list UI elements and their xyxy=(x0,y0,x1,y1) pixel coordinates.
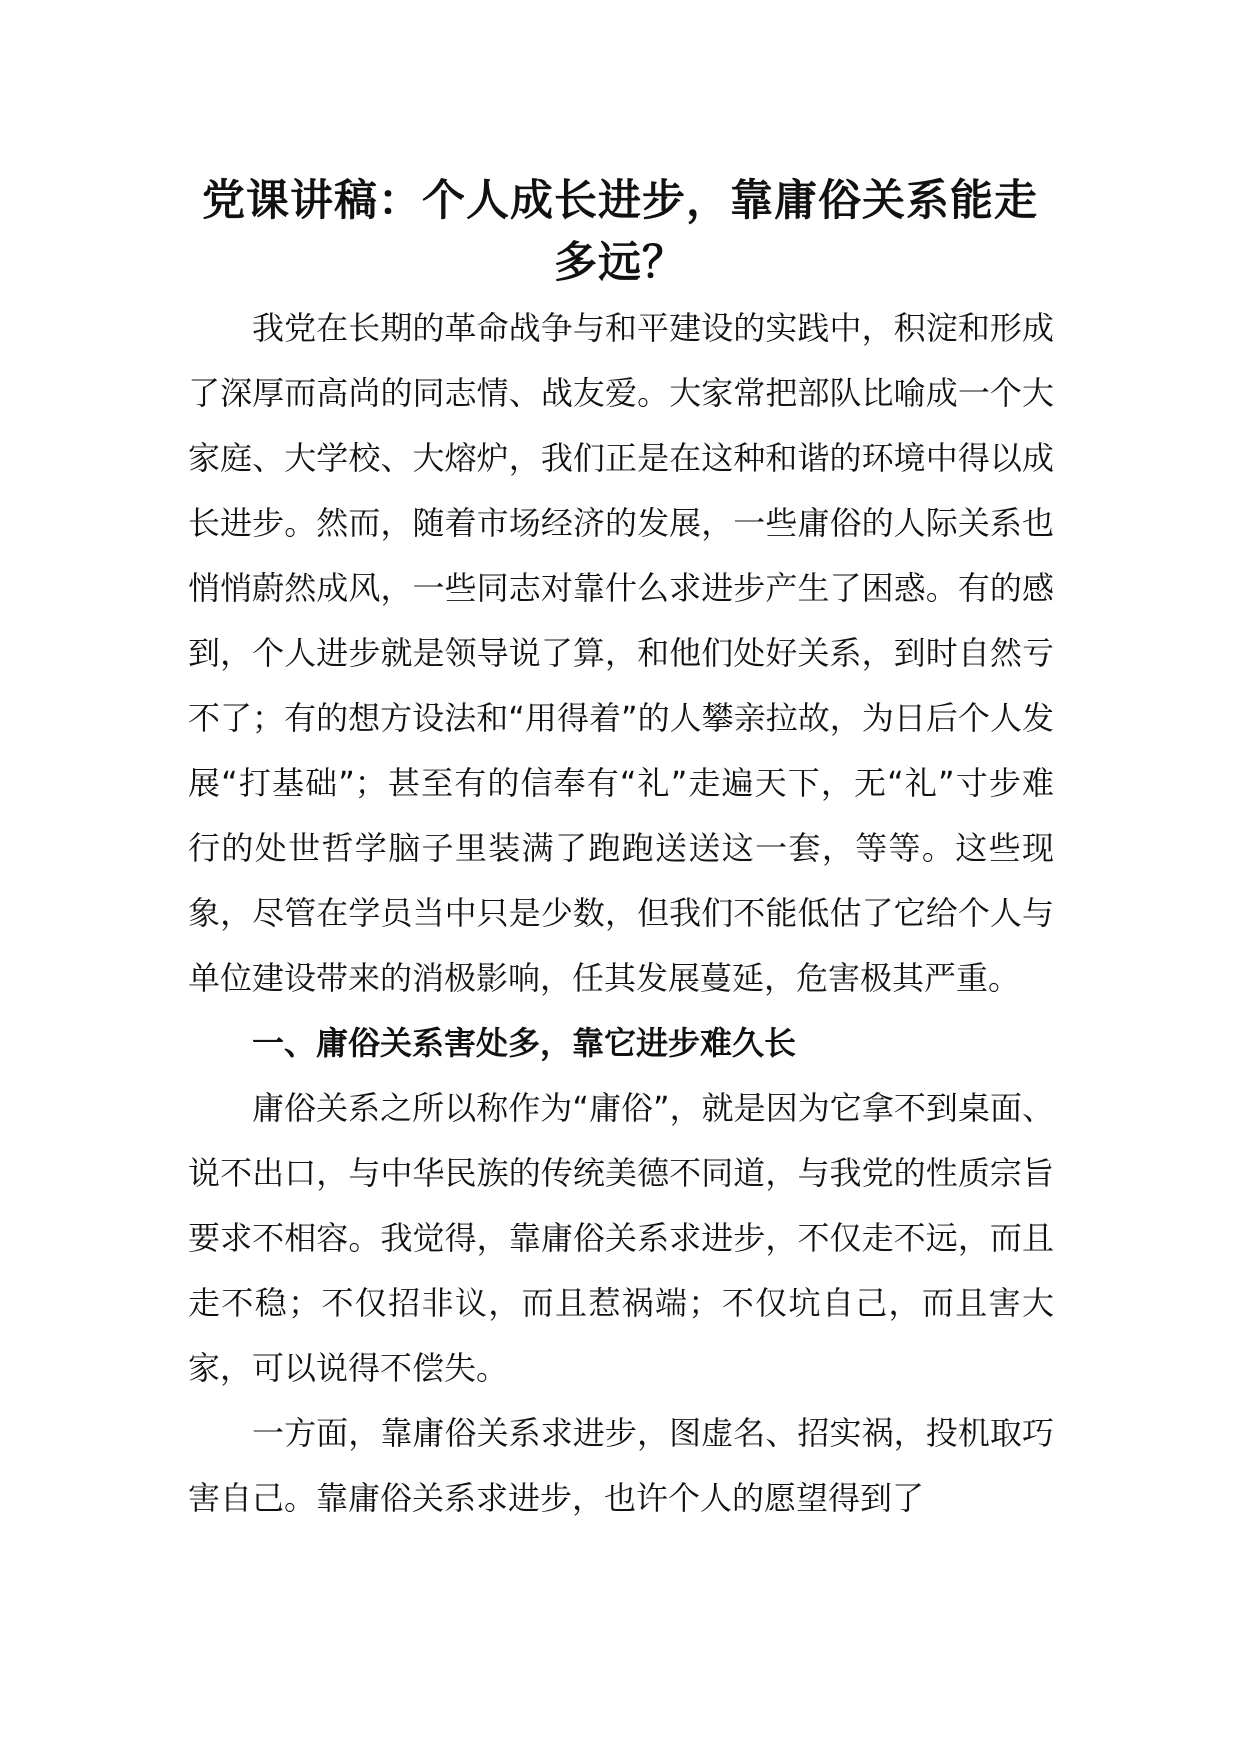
intro-paragraph: 我党在长期的革命战争与和平建设的实践中，积淀和形成了深厚而高尚的同志情、战友爱。大家常把部队比喻成一个大家庭、大学校、大熔炉，我们正是在这种和谐的环境中得以成长进步。然而，随着市场经济的发展，一些庸俗的人际关系也悄悄蔚然成风，一些同志对靠什么求进步产生了困惑。有的感到，个人进步就是领导说了算，和他们处好关系，到时自然亏不了；有的想方设法和“用得着”的人攀亲拉故，为日后个人发展“打基础”；甚至有的信奉有“礼”走遍天下，无“礼”寸步难行的处世哲学脑子里装满了跑跑送送这一套，等等。这些现象，尽管在学员当中只是少数，但我们不能低估了它给个人与单位建设带来的消极影响，任其发展蔓延，危害极其严重。 xyxy=(188,309,1054,997)
section-1-paragraph-2: 一方面，靠庸俗关系求进步，图虚名、招实祸，投机取巧害自己。靠庸俗关系求进步，也许个人的愿望得到了 xyxy=(188,1414,1054,1517)
document-body xyxy=(188,296,1054,1531)
section-1-paragraph-1: 庸俗关系之所以称作为“庸俗”，就是因为它拿不到桌面、说不出口，与中华民族的传统美德不同道，与我党的性质宗旨要求不相容。我觉得，靠庸俗关系求进步，不仅走不远，而且走不稳；不仅招非议，而且惹祸端；不仅坑自己，而且害大家，可以说得不偿失。 xyxy=(188,1089,1054,1387)
section-heading-1: 一、庸俗关系害处多，靠它进步难久长 xyxy=(252,1024,797,1062)
document-title: 党课讲稿：个人成长进步，靠庸俗关系能走多远？ xyxy=(202,176,1038,288)
